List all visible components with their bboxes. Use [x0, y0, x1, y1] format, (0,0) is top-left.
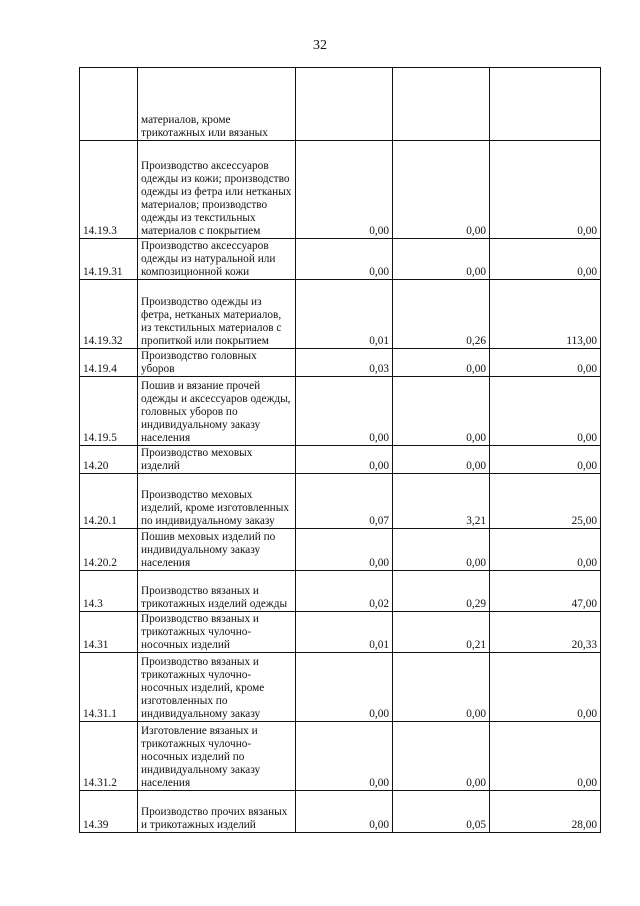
value-cell-2: 0,26 [393, 280, 490, 349]
value-cell-3: 0,00 [490, 141, 601, 239]
name-cell: Производство аксессуаров одежды из натуральной или композиционной кожи [138, 239, 296, 280]
table-row [80, 653, 601, 722]
value-cell-2: 0,00 [393, 446, 490, 474]
table-row [80, 377, 601, 446]
value-cell-3: 0,00 [490, 239, 601, 280]
value-cell-2: 0,29 [393, 571, 490, 612]
value-cell-3: 113,00 [490, 280, 601, 349]
value-cell-2: 3,21 [393, 474, 490, 529]
code-cell: 14.31 [80, 612, 138, 653]
value-cell-2: 0,00 [393, 653, 490, 722]
value-cell-3: 0,00 [490, 377, 601, 446]
code-cell [80, 68, 138, 141]
value-cell-1: 0,00 [296, 529, 393, 571]
table-row [80, 474, 601, 529]
value-cell-1: 0,00 [296, 791, 393, 833]
value-cell-2: 0,00 [393, 377, 490, 446]
code-cell: 14.3 [80, 571, 138, 612]
code-cell: 14.19.32 [80, 280, 138, 349]
data-table [79, 67, 601, 833]
name-cell: Производство аксессуаров одежды из кожи; производство одежды из фетра или нетканых материалов; производство одежды из текстильных материалов с покрытием [138, 141, 296, 239]
value-cell-2: 0,00 [393, 722, 490, 791]
value-cell-3: 0,00 [490, 653, 601, 722]
name-cell: Производство вязаных и трикотажных чулочно-носочных изделий [138, 612, 296, 653]
code-cell: 14.19.4 [80, 349, 138, 377]
value-cell-2: 0,00 [393, 529, 490, 571]
value-cell-1: 0,02 [296, 571, 393, 612]
name-cell: Производство одежды из фетра, нетканых материалов, из текстильных материалов с пропиткой или покрытием [138, 280, 296, 349]
value-cell-1 [296, 68, 393, 141]
value-cell-1: 0,00 [296, 653, 393, 722]
code-cell: 14.19.31 [80, 239, 138, 280]
value-cell-2 [393, 68, 490, 141]
table-row [80, 280, 601, 349]
name-cell: Производство прочих вязаных и трикотажных изделий [138, 791, 296, 833]
table-row [80, 141, 601, 239]
table-row [80, 239, 601, 280]
name-cell: материалов, кроме трикотажных или вязаных [138, 68, 296, 141]
name-cell: Производство вязаных и трикотажных изделий одежды [138, 571, 296, 612]
value-cell-2: 0,05 [393, 791, 490, 833]
name-cell: Производство вязаных и трикотажных чулочно-носочных изделий, кроме изготовленных по индивидуальному заказу [138, 653, 296, 722]
value-cell-2: 0,00 [393, 239, 490, 280]
name-cell: Пошив и вязание прочей одежды и аксессуаров одежды, головных уборов по индивидуальному заказу населения [138, 377, 296, 446]
table-row [80, 722, 601, 791]
name-cell: Производство меховых изделий, кроме изготовленных по индивидуальному заказу [138, 474, 296, 529]
table-row [80, 571, 601, 612]
code-cell: 14.20.1 [80, 474, 138, 529]
value-cell-3: 28,00 [490, 791, 601, 833]
value-cell-3: 0,00 [490, 446, 601, 474]
name-cell: Производство меховых изделий [138, 446, 296, 474]
page-number: 32 [313, 38, 327, 53]
name-cell: Пошив меховых изделий по индивидуальному заказу населения [138, 529, 296, 571]
table-row [80, 791, 601, 833]
code-cell: 14.31.2 [80, 722, 138, 791]
value-cell-3 [490, 68, 601, 141]
value-cell-3: 0,00 [490, 349, 601, 377]
value-cell-1: 0,00 [296, 446, 393, 474]
table-row [80, 529, 601, 571]
value-cell-1: 0,01 [296, 280, 393, 349]
table-row [80, 446, 601, 474]
value-cell-3: 25,00 [490, 474, 601, 529]
value-cell-1: 0,07 [296, 474, 393, 529]
value-cell-3: 0,00 [490, 722, 601, 791]
code-cell: 14.20.2 [80, 529, 138, 571]
value-cell-2: 0,00 [393, 141, 490, 239]
name-cell: Производство головных уборов [138, 349, 296, 377]
table-row [80, 68, 601, 141]
value-cell-1: 0,00 [296, 141, 393, 239]
value-cell-1: 0,00 [296, 722, 393, 791]
value-cell-1: 0,00 [296, 239, 393, 280]
table-body [80, 68, 601, 833]
value-cell-3: 20,33 [490, 612, 601, 653]
value-cell-3: 0,00 [490, 529, 601, 571]
value-cell-1: 0,01 [296, 612, 393, 653]
value-cell-1: 0,03 [296, 349, 393, 377]
table-row [80, 612, 601, 653]
value-cell-1: 0,00 [296, 377, 393, 446]
code-cell: 14.20 [80, 446, 138, 474]
table-row [80, 349, 601, 377]
value-cell-3: 47,00 [490, 571, 601, 612]
code-cell: 14.31.1 [80, 653, 138, 722]
code-cell: 14.19.3 [80, 141, 138, 239]
code-cell: 14.19.5 [80, 377, 138, 446]
value-cell-2: 0,00 [393, 349, 490, 377]
name-cell: Изготовление вязаных и трикотажных чулочно-носочных изделий по индивидуальному заказу населения [138, 722, 296, 791]
code-cell: 14.39 [80, 791, 138, 833]
value-cell-2: 0,21 [393, 612, 490, 653]
